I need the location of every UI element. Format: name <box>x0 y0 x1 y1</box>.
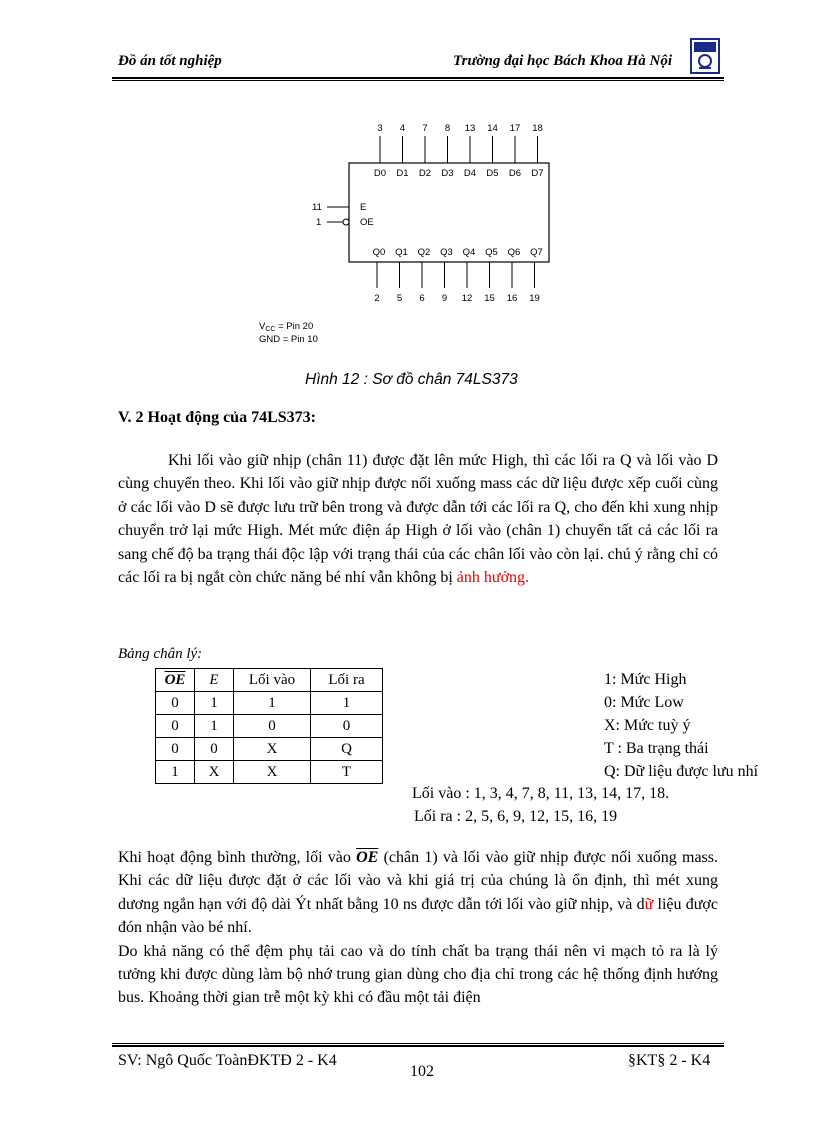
table-cell: 0 <box>311 715 383 738</box>
output-pins-line: Lối ra : 2, 5, 6, 9, 12, 15, 16, 19 <box>414 808 618 825</box>
output-label: Q6 <box>507 247 521 258</box>
header-oe: $\overline{OE}$ <box>156 669 195 692</box>
vcc-note: $V_{CC}$ = Pin 20 <box>259 321 314 333</box>
paragraph2-text-b: (chân 1) và lối vào giữ nhịp được nối xuống mass. Khi các dữ liệu được đặt ở các lối vào và khi giá trị của chúng là ổn định, thì mét xung dương ngắn hạn với độ dài Ýt nhất bằng 10 ns được dẫn tới lối vào giữ nhịp, và d <box>118 849 718 913</box>
output-label: Q3 <box>440 247 453 258</box>
table-cell: 1 <box>195 715 234 738</box>
truth-table-label: Bảng chân lý: <box>118 646 203 662</box>
page-number: 102 <box>410 1063 434 1080</box>
data-input-label: D6 <box>508 168 522 179</box>
table-cell: 0 <box>156 692 195 715</box>
bottom-pin-number: 15 <box>484 293 495 304</box>
table-row <box>156 761 383 784</box>
legend-item: Q: Dữ liệu được lưu nhí <box>604 763 759 780</box>
data-input-label: D5 <box>486 168 499 179</box>
paragraph-normal-operation-body <box>118 846 718 940</box>
top-pin-number: 8 <box>444 123 451 134</box>
top-pin-number: 18 <box>532 123 543 134</box>
paragraph-operation-red-text: ảnh hưởng. <box>456 569 530 587</box>
input-pins-line: Lối vào : 1, 3, 4, 7, 8, 11, 13, 14, 17, 18. <box>412 785 670 802</box>
university-logo <box>690 38 720 74</box>
paragraph-buffer-usage: Do khả năng có thể đệm phụ tải cao và do tính chất ba trạng thái nên vi mạch tỏ ra là lý tưởng khi được dùng làm bộ nhớ trung gian dùng cho địa chỉ trong các hệ thống định hướng bus. Khoảng thời gian trễ một kỳ khi có đầu một tải điện <box>118 942 718 1007</box>
data-input-label: D2 <box>418 168 432 179</box>
data-input-label: D7 <box>531 168 544 179</box>
top-pin-number: 3 <box>377 123 383 134</box>
table-cell: Q <box>311 738 383 761</box>
top-pin-number: 14 <box>487 123 498 134</box>
truth-table-legend <box>604 668 758 783</box>
table-cell: 1 <box>311 692 383 715</box>
bottom-pin-number: 16 <box>506 293 518 304</box>
table-row <box>156 738 383 761</box>
data-input-label: D1 <box>396 168 409 179</box>
figure-caption: Hình 12 : Sơ đồ chân 74LS373 <box>305 371 518 388</box>
header-e: E <box>195 669 234 692</box>
top-pin-number: 7 <box>422 123 428 134</box>
bottom-pin-number: 6 <box>419 293 425 304</box>
table-cell: 1 <box>195 692 234 715</box>
output-label: Q2 <box>417 247 431 258</box>
footer-class: §KT§ 2 - K4 <box>628 1052 711 1069</box>
legend-item: 1: Mức High <box>604 671 687 688</box>
bottom-pin-number: 9 <box>441 293 448 304</box>
table-cell: 1 <box>156 761 195 784</box>
paragraph-normal-operation <box>118 846 718 1010</box>
e-pin-number: 11 <box>312 202 322 213</box>
top-pin-number: 13 <box>464 123 476 134</box>
bottom-pin-number: 2 <box>374 293 380 304</box>
output-label: Q4 <box>462 247 476 258</box>
table-cell: X <box>234 761 311 784</box>
section-heading: V. 2 Hoạt động của 74LS373: <box>118 409 316 426</box>
pinout-diagram <box>250 118 570 358</box>
header-left-title: Đồ án tốt nghiệp <box>118 53 222 69</box>
logo-icon <box>690 38 720 74</box>
data-input-label: D3 <box>441 168 454 179</box>
table-cell: 0 <box>234 715 311 738</box>
table-cell: 1 <box>234 692 311 715</box>
pin-io-list <box>412 782 669 828</box>
pinout-svg <box>250 118 570 353</box>
output-label: Q1 <box>395 247 408 258</box>
paragraph-operation-text: Khi lối vào giữ nhịp (chân 11) được đặt lên mức High, thì các lối ra Q và lối vào D cùng chuyển theo. Khi lối vào giữ nhịp được nối xuống mass các dữ liệu được xếp cuối cùng ở các lối vào D sẽ được lưu trữ bên trong và được dẫn tới các lối ra Q, cho đến khi xung nhịp chuyển trở lại mức High. Mét mức điện áp High ở lối vào (chân 1) chuyển tất cả các lối ra sang chế độ ba trạng thái độc lập với trạng thái của các chân lối vào còn lại. chú ý rằng chỉ có các lối ra bị ngắt còn chức năng bé nhí vẫn không bị <box>118 452 718 587</box>
footer-rule <box>112 1043 724 1047</box>
paragraph2-text-c: liệu được đón nhận vào bé nhí. <box>118 895 718 937</box>
truth-table <box>155 668 383 784</box>
e-label: E <box>360 202 367 213</box>
paragraph2-text-a: Khi hoạt động bình thường, lối vào <box>118 849 357 866</box>
output-label: Q5 <box>485 247 498 258</box>
oe-pin-number: 1 <box>316 217 322 228</box>
table-cell: X <box>195 761 234 784</box>
bottom-pin-number: 5 <box>396 293 403 304</box>
table-row <box>156 715 383 738</box>
top-pin-number: 4 <box>399 123 406 134</box>
paragraph2-red-text: ữ <box>644 895 654 913</box>
output-label: Q7 <box>530 247 543 258</box>
footer-student: SV: Ngô Quốc ToànĐKTĐ 2 - K4 <box>118 1052 337 1069</box>
data-input-label: D0 <box>373 168 387 179</box>
table-cell: 0 <box>156 738 195 761</box>
header-input: Lối vào <box>234 669 311 692</box>
top-pins <box>374 123 544 179</box>
table-cell: 0 <box>156 715 195 738</box>
bottom-pin-number: 19 <box>529 293 540 304</box>
bottom-pins <box>373 247 543 304</box>
header-rule <box>112 77 724 81</box>
legend-item: 0: Mức Low <box>604 694 684 711</box>
oe-inversion-bubble <box>343 219 349 225</box>
table-cell: 0 <box>195 738 234 761</box>
oe-label: OE <box>360 217 374 228</box>
header-output: Lối ra <box>311 669 383 692</box>
legend-item: X: Mức tuỳ ý <box>604 717 691 734</box>
table-row <box>156 692 383 715</box>
top-pin-number: 17 <box>509 123 521 134</box>
table-cell: T <box>311 761 383 784</box>
truth-table-header-row <box>156 669 383 692</box>
output-label: Q0 <box>372 247 386 258</box>
data-input-label: D4 <box>463 168 477 179</box>
bottom-pin-number: 12 <box>461 293 473 304</box>
gnd-note: GND = Pin 10 <box>259 334 318 345</box>
oe-inline-symbol: $\overline{OE}$ <box>356 849 379 866</box>
paragraph-operation <box>118 449 718 589</box>
header-right-title: Trường đại học Bách Khoa Hà Nội <box>453 53 673 69</box>
legend-item: T : Ba trạng thái <box>604 740 709 757</box>
table-cell: X <box>234 738 311 761</box>
